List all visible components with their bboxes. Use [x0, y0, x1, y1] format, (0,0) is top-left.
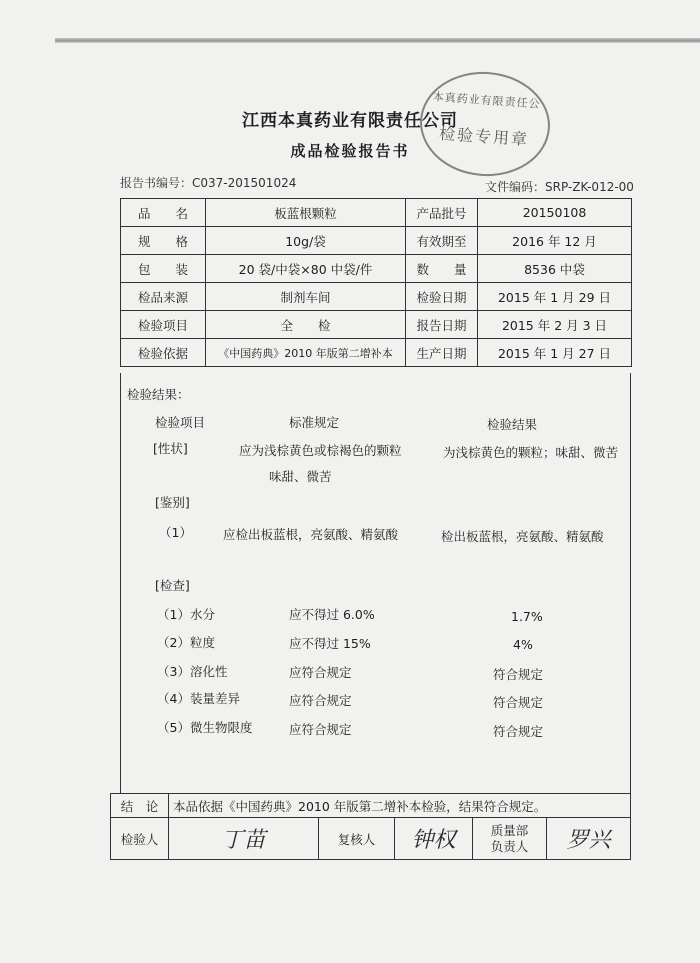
- conclusion-text: 本品依据《中国药典》2010 年版第二增补本检验，结果符合规定。: [169, 794, 631, 818]
- field-value: 2016 年 12 月: [478, 227, 632, 255]
- check-standard: 应不得过 15%: [289, 636, 371, 651]
- field-label: 规 格: [121, 227, 206, 255]
- field-label: 检验项目: [121, 311, 206, 339]
- field-value: 板蓝根颗粒: [206, 199, 406, 227]
- field-label: 检验日期: [406, 283, 478, 311]
- character-standard: 应为浅棕黄色或棕褐色的颗粒: [239, 443, 402, 458]
- seal-inner-text: 检验专用章: [438, 123, 530, 150]
- field-label: 检验依据: [121, 339, 206, 367]
- file-code: [485, 178, 634, 195]
- identification-standard: 应检出板蓝根，亮氨酸、精氨酸: [223, 527, 399, 542]
- reviewer-signature: 钟权: [411, 828, 456, 853]
- seal-outer-text: 本真药业有限责任公: [432, 90, 541, 111]
- field-value: 10g/袋: [206, 227, 406, 255]
- field-label: 生产日期: [406, 339, 478, 367]
- field-label: 品 名: [121, 199, 206, 227]
- qa-head-signature: 罗兴: [566, 828, 611, 853]
- company-name: 江西本真药业有限责任公司: [242, 111, 458, 131]
- document-title: 成品检验报告书: [290, 142, 410, 160]
- column-header-result: 检验结果: [487, 417, 538, 432]
- field-value: 8536 中袋: [478, 255, 632, 283]
- check-item: （5）微生物限度: [157, 720, 253, 735]
- qa-head-label-line1: 质量部: [490, 822, 529, 838]
- field-label: 产品批号: [406, 199, 478, 227]
- check-result: 符合规定: [493, 667, 544, 682]
- identification-section-label: [鉴别]: [155, 495, 190, 510]
- qa-head-label: [473, 818, 547, 860]
- field-label: 报告日期: [406, 311, 478, 339]
- product-info-table: [120, 198, 632, 367]
- check-item: （3）溶化性: [157, 664, 228, 679]
- column-header-standard: 标准规定: [289, 415, 340, 430]
- field-label: 检品来源: [121, 283, 206, 311]
- report-number-value: C037-201501024: [192, 176, 297, 190]
- field-label: 有效期至: [406, 227, 478, 255]
- column-header-item: 检验项目: [155, 415, 206, 430]
- checks-section-label: [检查]: [155, 578, 190, 593]
- reviewer-label: 复核人: [319, 818, 395, 860]
- check-standard: 应符合规定: [289, 722, 352, 737]
- inspector-signature: 丁苗: [221, 828, 266, 853]
- table-row: [121, 255, 632, 283]
- field-label: 数 量: [406, 255, 478, 283]
- character-standard-cont: 味甜、微苦: [269, 469, 332, 484]
- field-value: 《中国药典》2010 年版第二增补本: [206, 339, 406, 367]
- character-section-label: [性状]: [153, 441, 188, 456]
- identification-result: 检出板蓝根，亮氨酸、精氨酸: [441, 529, 604, 544]
- results-section: [120, 373, 631, 793]
- field-value: 20 袋/中袋×80 中袋/件: [206, 255, 406, 283]
- report-number-label: 报告书编号：: [120, 176, 193, 190]
- check-result: 4%: [513, 637, 533, 652]
- table-row: [121, 199, 632, 227]
- check-item: （4）装量差异: [157, 691, 240, 706]
- results-label: 检验结果：: [127, 387, 190, 402]
- conclusion-label: 结 论: [111, 794, 169, 818]
- file-code-value: SRP-ZK-012-00: [545, 180, 634, 194]
- identification-number: （1）: [159, 525, 192, 540]
- conclusion-signature-table: [110, 793, 631, 860]
- table-row: [121, 339, 632, 367]
- check-standard: 应符合规定: [289, 693, 352, 708]
- check-result: 符合规定: [493, 695, 544, 710]
- check-standard: 应不得过 6.0%: [289, 607, 375, 622]
- field-label: 包 装: [121, 255, 206, 283]
- signature-row: [111, 818, 631, 860]
- file-code-label: 文件编码：: [485, 180, 546, 194]
- check-result: 1.7%: [511, 609, 543, 624]
- conclusion-row: [111, 794, 631, 818]
- scan-artifact-line: [55, 38, 700, 43]
- check-item: （1）水分: [157, 607, 215, 622]
- field-value: 2015 年 2 月 3 日: [478, 311, 632, 339]
- check-standard: 应符合规定: [289, 665, 352, 680]
- table-row: [121, 283, 632, 311]
- field-value: 2015 年 1 月 29 日: [478, 283, 632, 311]
- official-seal: [417, 68, 554, 181]
- field-value: 制剂车间: [206, 283, 406, 311]
- field-value: 2015 年 1 月 27 日: [478, 339, 632, 367]
- check-result: 符合规定: [493, 724, 544, 739]
- table-row: [121, 227, 632, 255]
- qa-head-label-line2: 负责人: [490, 838, 529, 854]
- field-value: 20150108: [478, 199, 632, 227]
- inspector-label: 检验人: [111, 818, 169, 860]
- table-row: [121, 311, 632, 339]
- field-value: 全 检: [206, 311, 406, 339]
- character-result: 为浅棕黄色的颗粒；味甜、微苦: [443, 445, 619, 460]
- report-number: [120, 174, 296, 191]
- check-item: （2）粒度: [157, 635, 215, 650]
